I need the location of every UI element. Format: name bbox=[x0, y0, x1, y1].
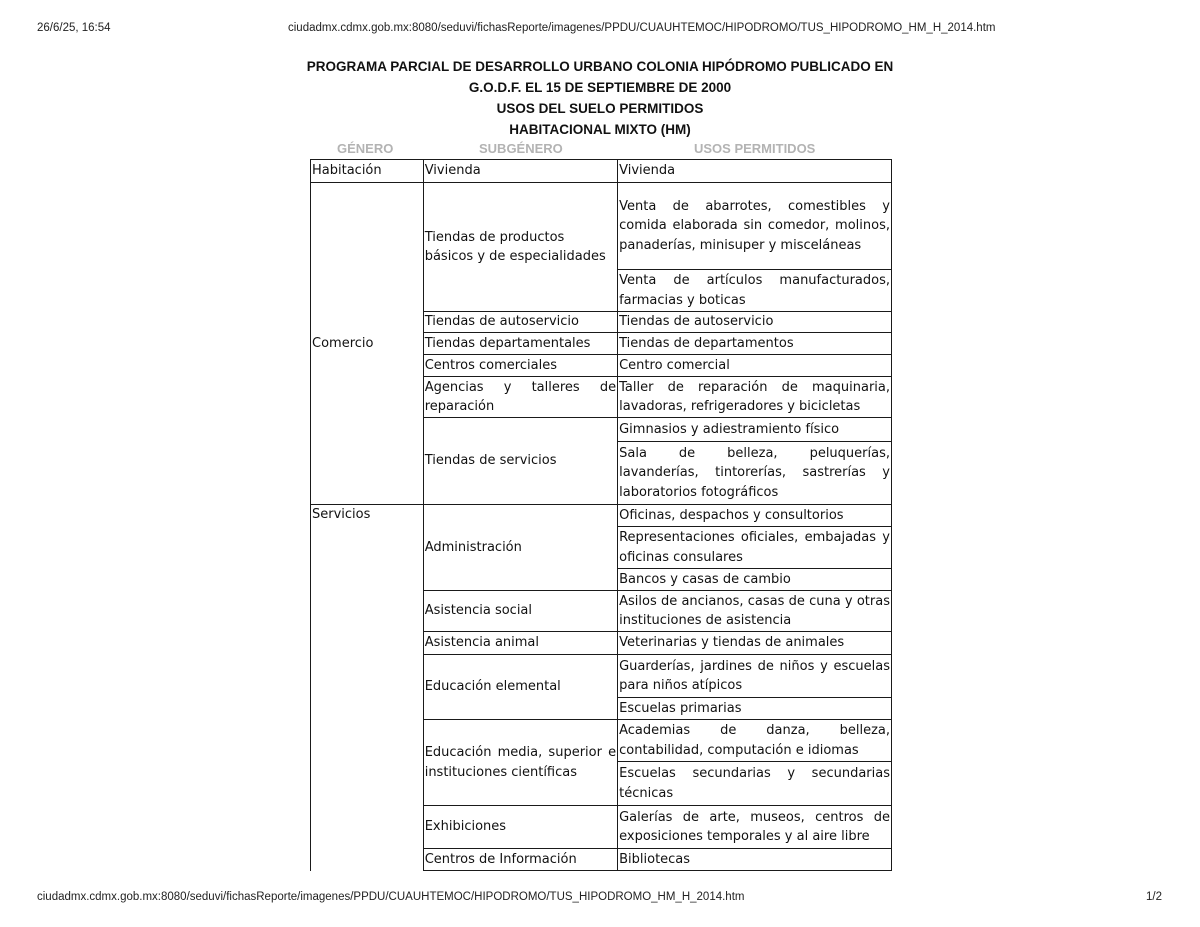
genero-cell: Comercio bbox=[311, 183, 424, 505]
title-line-4: HABITACIONAL MIXTO (HM) bbox=[509, 122, 691, 137]
uso-cell: Oficinas, despachos y consultorios bbox=[618, 505, 892, 527]
subgenero-cell: Tiendas de productos básicos y de especialidades bbox=[423, 183, 617, 312]
title-line-1: PROGRAMA PARCIAL DE DESARROLLO URBANO COLONIA HIPÓDROMO PUBLICADO EN bbox=[306, 59, 894, 74]
uso-cell: Centro comercial bbox=[618, 355, 892, 377]
subgenero-cell: Exhibiciones bbox=[423, 806, 617, 849]
subgenero-cell: Asistencia social bbox=[423, 591, 617, 632]
print-header bbox=[37, 22, 1163, 38]
uso-cell: Tiendas de autoservicio bbox=[618, 312, 892, 333]
table-row bbox=[311, 505, 892, 527]
uso-cell: Bancos y casas de cambio bbox=[618, 569, 892, 591]
uso-cell: Venta de artículos manufacturados, farmacias y boticas bbox=[618, 270, 892, 312]
land-use-table bbox=[310, 159, 892, 871]
document-title bbox=[300, 56, 900, 140]
print-url: ciudadmx.cdmx.gob.mx:8080/seduvi/fichasReporte/imagenes/PPDU/CUAUHTEMOC/HIPODROMO/TUS_HIPODROMO_HM_H_2014.htm bbox=[288, 22, 996, 34]
title-line-2: G.O.D.F. EL 15 DE SEPTIEMBRE DE 2000 bbox=[468, 80, 732, 95]
uso-cell: Taller de reparación de maquinaria, lavadoras, refrigeradores y bicicletas bbox=[618, 377, 892, 418]
uso-cell: Escuelas secundarias y secundarias técnicas bbox=[618, 762, 892, 806]
table-row bbox=[311, 183, 892, 270]
subgenero-cell: Tiendas de servicios bbox=[423, 418, 617, 505]
subgenero-cell: Centros comerciales bbox=[423, 355, 617, 377]
title-line-3: USOS DEL SUELO PERMITIDOS bbox=[496, 101, 704, 116]
subgenero-cell: Centros de Información bbox=[423, 849, 617, 871]
table-row bbox=[311, 160, 892, 183]
subgenero-cell: Asistencia animal bbox=[423, 632, 617, 655]
subgenero-cell: Tiendas departamentales bbox=[423, 333, 617, 355]
subgenero-cell: Educación media, superior e instituciones científicas bbox=[423, 720, 617, 806]
uso-cell: Asilos de ancianos, casas de cuna y otras instituciones de asistencia bbox=[618, 591, 892, 632]
uso-cell: Galerías de arte, museos, centros de exposiciones temporales y al aire libre bbox=[618, 806, 892, 849]
subgenero-cell: Vivienda bbox=[423, 160, 617, 183]
uso-cell: Academias de danza, belleza, contabilidad, computación e idiomas bbox=[618, 720, 892, 762]
subgenero-cell: Educación elemental bbox=[423, 655, 617, 720]
subgenero-cell: Administración bbox=[423, 505, 617, 591]
print-datetime: 26/6/25, 16:54 bbox=[37, 22, 111, 34]
footer-url: ciudadmx.cdmx.gob.mx:8080/seduvi/fichasReporte/imagenes/PPDU/CUAUHTEMOC/HIPODROMO/TUS_HIPODROMO_HM_H_2014.htm bbox=[37, 891, 745, 903]
column-header-genero: GÉNERO bbox=[337, 141, 394, 156]
uso-cell: Tiendas de departamentos bbox=[618, 333, 892, 355]
subgenero-cell: Tiendas de autoservicio bbox=[423, 312, 617, 333]
uso-cell: Bibliotecas bbox=[618, 849, 892, 871]
uso-cell: Gimnasios y adiestramiento físico bbox=[618, 418, 892, 442]
uso-cell: Sala de belleza, peluquerías, lavanderías, tintorerías, sastrerías y laboratorios fotográficos bbox=[618, 442, 892, 505]
subgenero-cell: Agencias y talleres de reparación bbox=[423, 377, 617, 418]
column-headers bbox=[310, 141, 892, 159]
page-number: 1/2 bbox=[1146, 891, 1162, 903]
genero-cell: Servicios bbox=[311, 505, 424, 871]
column-header-usos: USOS PERMITIDOS bbox=[694, 141, 816, 156]
uso-cell: Veterinarias y tiendas de animales bbox=[618, 632, 892, 655]
uso-cell: Venta de abarrotes, comestibles y comida elaborada sin comedor, molinos, panaderías, minisuper y misceláneas bbox=[618, 183, 892, 270]
uso-cell: Representaciones oficiales, embajadas y oficinas consulares bbox=[618, 527, 892, 569]
column-header-subgenero: SUBGÉNERO bbox=[479, 141, 563, 156]
uso-cell: Guarderías, jardines de niños y escuelas para niños atípicos bbox=[618, 655, 892, 698]
print-footer bbox=[37, 891, 1163, 907]
uso-cell: Escuelas primarias bbox=[618, 698, 892, 720]
genero-cell: Habitación bbox=[311, 160, 424, 183]
uso-cell: Vivienda bbox=[618, 160, 892, 183]
